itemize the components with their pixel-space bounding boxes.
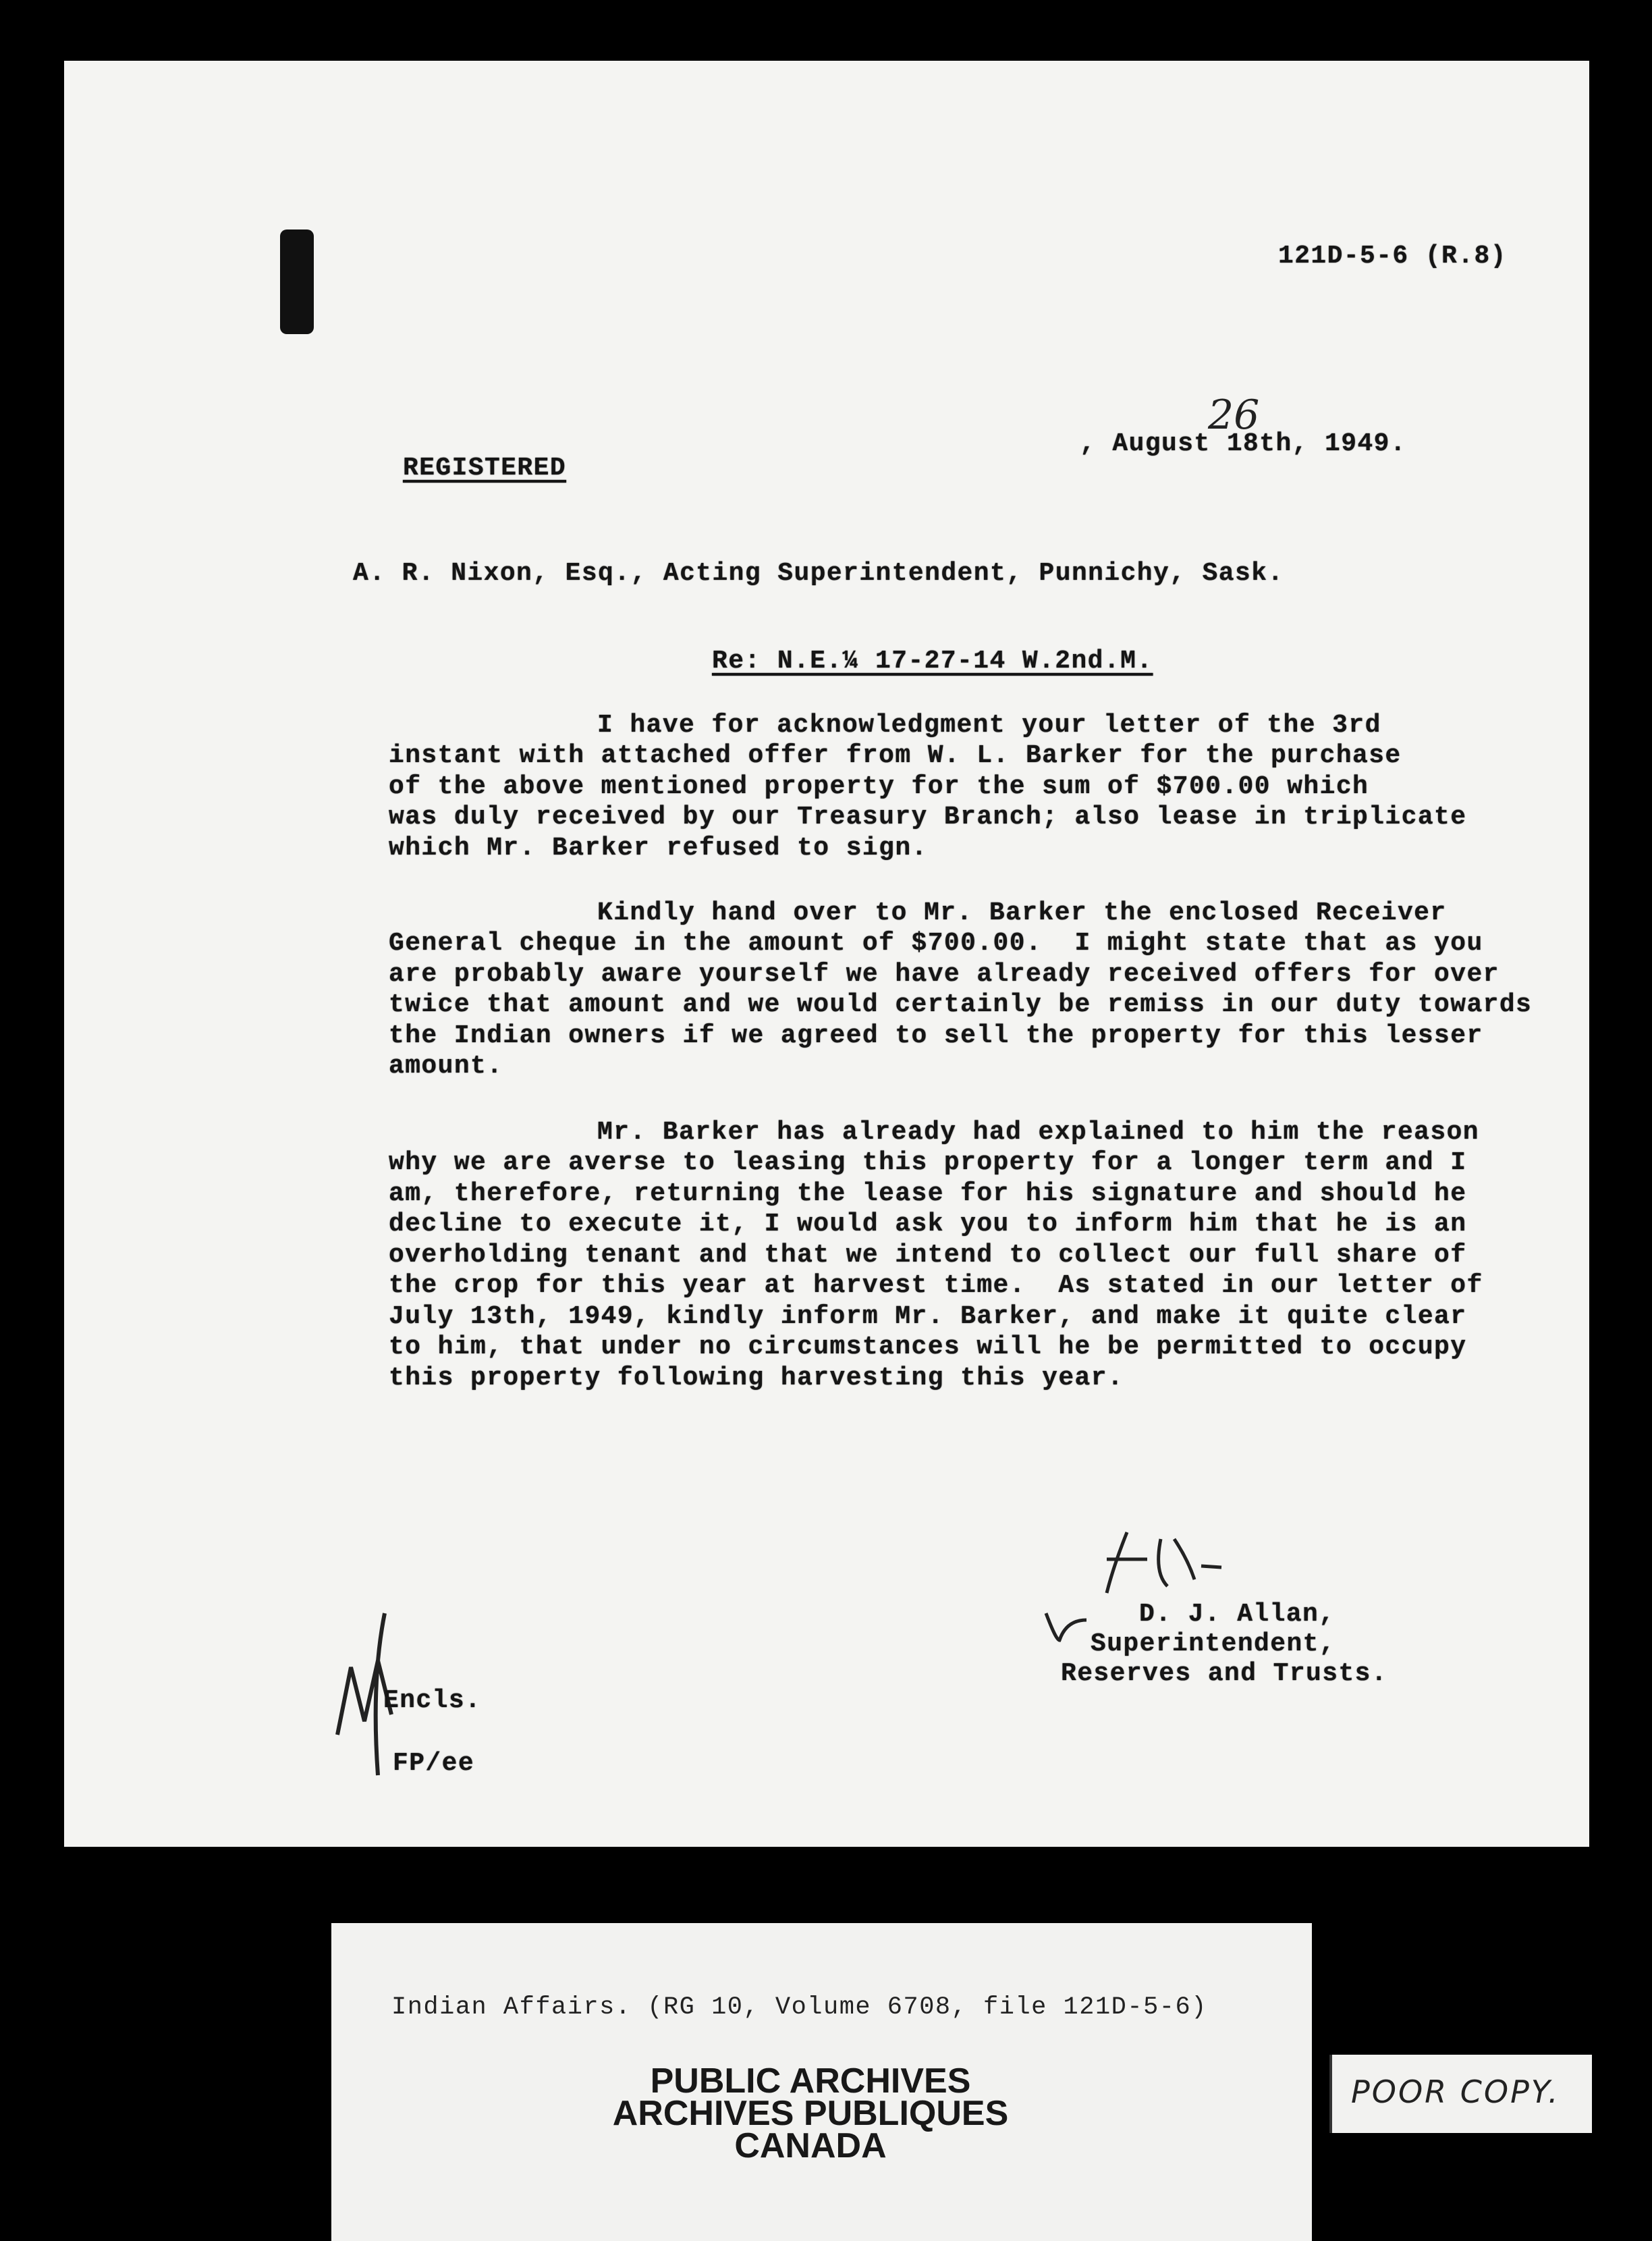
enclosures-note: Encls. — [383, 1686, 482, 1715]
typist-initials: FP/ee — [393, 1749, 475, 1778]
body-line: which Mr. Barker refused to sign. — [389, 834, 928, 863]
file-reference: 121D-5-6 (R.8) — [1278, 242, 1507, 271]
body-line: Mr. Barker has already had explained to him the reason — [597, 1118, 1479, 1147]
body-line: the crop for this year at harvest time. As stated in our letter of — [389, 1271, 1483, 1300]
body-line: are probably aware yourself we have already received offers for over — [389, 960, 1499, 989]
body-line: amount. — [389, 1052, 503, 1081]
body-line: General cheque in the amount of $700.00. I might state that as you — [389, 929, 1483, 958]
body-line: I have for acknowledgment your letter of the 3rd — [597, 711, 1381, 740]
archive-line-1: PUBLIC ARCHIVES — [650, 2061, 971, 2101]
body-line: instant with attached offer from W. L. Barker for the purchase — [389, 741, 1402, 770]
poor-copy-text: POOR COPY. — [1351, 2074, 1560, 2110]
binding-mark — [280, 230, 314, 334]
body-line: to him, that under no circumstances will he be permitted to occupy — [389, 1332, 1467, 1361]
body-line: the Indian owners if we agreed to sell the property for this lesser — [389, 1021, 1483, 1050]
signatory-title: Superintendent, — [1091, 1629, 1336, 1658]
body-line: am, therefore, returning the lease for his signature and should he — [389, 1179, 1467, 1208]
archive-line-2: ARCHIVES PUBLIQUES — [612, 2094, 1009, 2133]
body-line: decline to execute it, I would ask you to inform him that he is an — [389, 1210, 1467, 1239]
body-line: was duly received by our Treasury Branch; also lease in triplicate — [389, 803, 1467, 832]
addressee: A. R. Nixon, Esq., Acting Superintendent, Punnichy, Sask. — [353, 559, 1284, 588]
body-line: July 13th, 1949, kindly inform Mr. Barker, and make it quite clear — [389, 1302, 1467, 1331]
check-mark — [1039, 1600, 1093, 1654]
archive-source: Indian Affairs. (RG 10, Volume 6708, file 121D-5-6) — [391, 1993, 1207, 2022]
poor-copy-note — [1329, 2055, 1592, 2133]
signatory-name: D. J. Allan, — [1139, 1600, 1336, 1629]
body-line: overholding tenant and that we intend to collect our full share of — [389, 1241, 1467, 1270]
body-line: this property following harvesting this year. — [389, 1364, 1124, 1393]
body-line: of the above mentioned property for the sum of $700.00 which — [389, 772, 1369, 801]
body-line: why we are averse to leasing this property for a longer term and I — [389, 1148, 1467, 1177]
registered-label: REGISTERED — [403, 454, 567, 483]
handwritten-date-correction: 26 — [1208, 392, 1260, 439]
handwritten-initials — [1086, 1519, 1262, 1613]
letter-date: , August 18th, 1949. — [1080, 429, 1407, 458]
signatory-department: Reserves and Trusts. — [1061, 1659, 1388, 1688]
subject-line: Re: N.E.¼ 17-27-14 W.2nd.M. — [712, 647, 1153, 676]
body-line: twice that amount and we would certainly be remiss in our duty towards — [389, 990, 1533, 1019]
archive-line-3: CANADA — [734, 2126, 887, 2165]
body-line: Kindly hand over to Mr. Barker the enclosed Receiver — [597, 898, 1447, 927]
archive-label — [331, 1923, 1312, 2241]
